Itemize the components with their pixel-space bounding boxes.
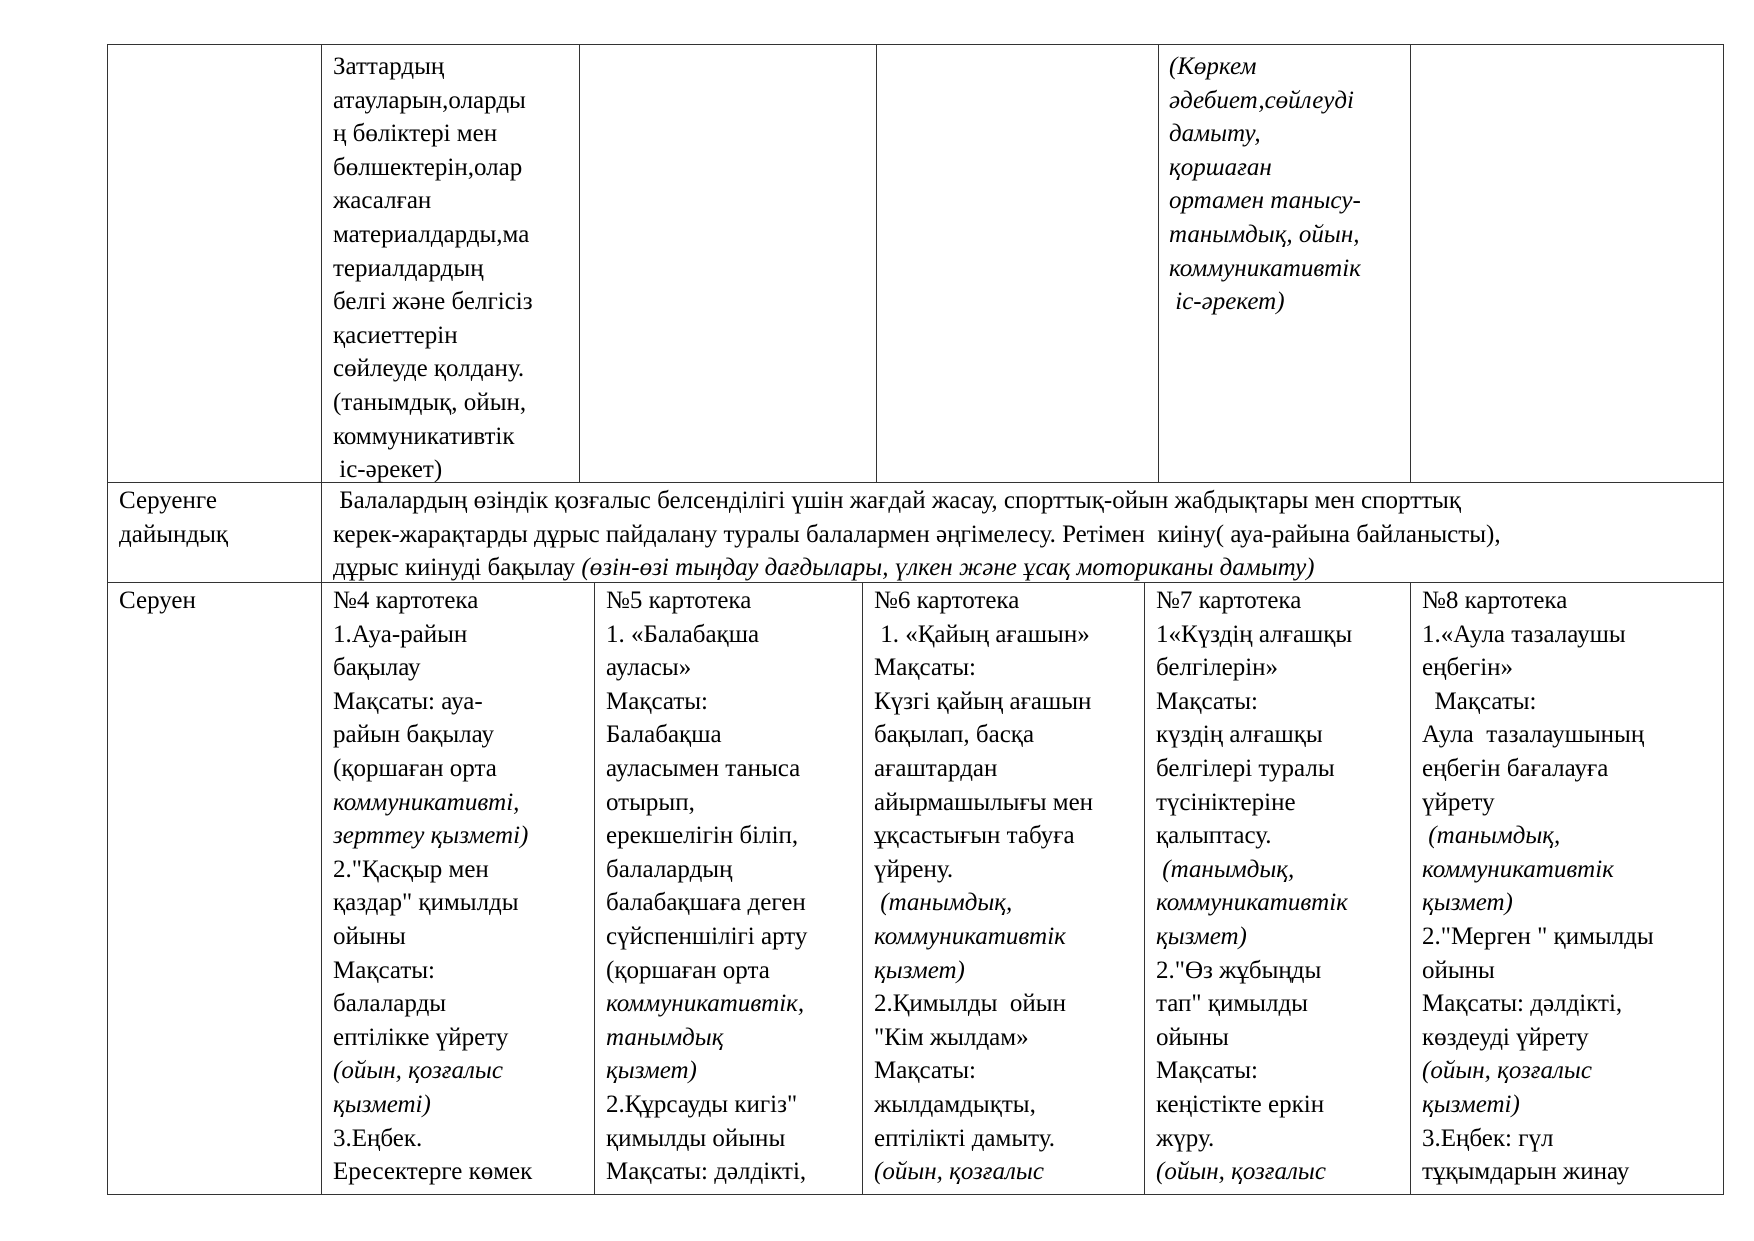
text-line: қалыптасу.: [1156, 822, 1272, 850]
text-line: қоршаған: [1169, 153, 1272, 181]
text-line: (танымдық,: [1422, 822, 1561, 850]
text-line: жылдамдықты,: [874, 1090, 1036, 1118]
text-line: №7 картотека: [1156, 587, 1302, 614]
text-line: отырып,: [606, 788, 695, 816]
text-line: танымдық, ойын,: [1169, 220, 1360, 248]
text-line: (ойын, қозғалыс: [1422, 1057, 1592, 1085]
text-normal: дұрыс киінуді бақылау: [333, 554, 582, 582]
row3-col3-cell: [874, 584, 1143, 1189]
text-line: қызмет): [1422, 889, 1513, 917]
text-line: коммуникативті,: [333, 788, 520, 816]
text-line: ептілікті дамыту.: [874, 1124, 1055, 1152]
text-line: (қоршаған орта: [333, 754, 497, 782]
text-line: Күзгі қайың ағашын: [874, 687, 1092, 715]
text-line: балаларды: [333, 990, 447, 1018]
text-line: 1. «Балабақша: [606, 620, 760, 648]
text-line: Мақсаты:: [1156, 1057, 1258, 1085]
text-line: (ойын, қозғалыс: [1156, 1158, 1326, 1186]
text-line: ауласымен таныса: [606, 754, 801, 782]
text-line: зерттеу қызметі): [333, 822, 529, 850]
text-line: Аула тазалаушының: [1422, 721, 1645, 749]
text-line: белгілері туралы: [1156, 754, 1335, 782]
text-line: Мақсаты:: [1422, 687, 1537, 715]
text-line: 1.Ауа-райын: [333, 620, 468, 648]
text-line: сүйспеншілігі арту: [606, 922, 808, 950]
text-line: ортамен танысу-: [1169, 187, 1361, 215]
text-line: №4 картотека: [333, 587, 479, 614]
row2-label-cell: [119, 484, 319, 551]
text-line: бөлшектерін,олар: [333, 153, 523, 181]
text-line: 2."Мерген " қимылды: [1422, 922, 1654, 950]
text-line: еңбегін бағалауға: [1422, 754, 1609, 782]
text-line: ауласы»: [606, 654, 692, 682]
text-line: 3.Еңбек.: [333, 1124, 423, 1152]
text-line: коммуникативтік: [1422, 855, 1614, 883]
text-line: коммуникативтік: [874, 922, 1066, 950]
text-line: түсініктеріне: [1156, 788, 1296, 816]
text-line: 1. «Қайың ағашын»: [874, 620, 1090, 648]
text-line: (ойын, қозғалыс: [333, 1057, 503, 1085]
row3-col5-cell: [1422, 584, 1722, 1189]
text-line: бақылап, басқа: [874, 721, 1035, 749]
row3-col1-cell: [333, 584, 593, 1189]
text-line: көздеуді үйрету: [1422, 1023, 1589, 1051]
text-line: Мақсаты:: [874, 654, 976, 682]
text-line: Мақсаты:: [874, 1057, 976, 1085]
row3-label-cell: [119, 584, 319, 618]
row-label: Серуен: [119, 587, 196, 614]
text-line: Мақсаты: ауа-: [333, 687, 483, 715]
table-row-1: [107, 44, 1724, 483]
text-line: ерекшелігін біліп,: [606, 822, 799, 850]
text-line: коммуникативтік: [1169, 254, 1361, 282]
text-line: Мақсаты: дәлдікті,: [606, 1158, 807, 1186]
text-line: қаздар" қимылды: [333, 889, 519, 917]
text-line: ң бөліктері мен: [333, 120, 498, 148]
text-line: күздің алғашқы: [1156, 721, 1323, 749]
text-line: коммуникативтік: [333, 422, 515, 450]
text-line: керек-жарақтарды дұрыс пайдалану туралы балалармен әңгімелесу. Ретімен киіну( ауа-райына байланысты),: [333, 520, 1501, 548]
text-line: ағаштардан: [874, 754, 998, 782]
text-line: ойыны: [1156, 1023, 1229, 1051]
text-line: 2."Өз жұбыңды: [1156, 956, 1322, 984]
text-line: (ойын, қозғалыс: [874, 1158, 1044, 1186]
text-line: іс-әрекет): [1169, 288, 1285, 316]
text-line: Балалардың өзіндік қозғалыс белсенділігі үшін жағдай жасау, спорттық-ойын жабдықтары мен спорттық: [333, 487, 1461, 514]
text-line: Балабақша: [606, 721, 722, 749]
text-line: жүру.: [1156, 1124, 1215, 1152]
text-line: қызмет): [606, 1057, 697, 1085]
text-line: материалдарды,ма: [333, 220, 530, 248]
row3-col4-cell: [1156, 584, 1409, 1189]
text-line: 2.Қимылды ойын: [874, 990, 1066, 1018]
text-line: ойыны: [1422, 956, 1495, 984]
text-line: қызмет): [1156, 922, 1247, 950]
text-line: №6 картотека: [874, 587, 1020, 614]
text-line: атауларын,оларды: [333, 86, 526, 114]
text-line: үйрену.: [874, 855, 954, 883]
text-italic: (өзін-өзі тыңдау дағдылары, үлкен және ұсақ моториканы дамыту): [581, 554, 1315, 582]
text-line: коммуникативтік,: [606, 990, 805, 1018]
text-line: Мақсаты:: [606, 687, 708, 715]
text-line: 2.Құрсауды кигіз": [606, 1090, 798, 1118]
text-line: дамыту,: [1169, 120, 1261, 148]
plan-table: [107, 44, 1724, 1195]
text-line: №5 картотека: [606, 587, 752, 614]
text-line: коммуникативтік: [1156, 889, 1348, 917]
text-line: 2."Қасқыр мен: [333, 855, 489, 883]
text-line: тұқымдарын жинау: [1422, 1158, 1630, 1186]
text-line: қызметі): [1422, 1090, 1520, 1118]
text-line: танымдық: [606, 1023, 724, 1051]
text-line: балалардың: [606, 855, 733, 883]
text-line: үйрету: [1422, 788, 1495, 816]
text-line: (танымдық, ойын,: [333, 388, 527, 416]
text-line: "Кім жылдам»: [874, 1023, 1029, 1051]
row1-col5-cell: [1169, 50, 1409, 319]
text-line: Мақсаты: дәлдікті,: [1422, 990, 1623, 1018]
text-line: 3.Еңбек: гүл: [1422, 1124, 1554, 1152]
text-line: (танымдық,: [1156, 855, 1295, 883]
text-line: сөйлеуде қолдану.: [333, 355, 525, 383]
text-line: кеңістікте еркін: [1156, 1090, 1325, 1118]
text-line: райын бақылау: [333, 721, 494, 749]
table-row-3: [107, 583, 1724, 1195]
text-line: ойыны: [333, 922, 406, 950]
text-line: ұқсастығын табуға: [874, 822, 1075, 850]
text-line: іс-әрекет): [333, 456, 443, 484]
text-line: Ересектерге көмек: [333, 1158, 533, 1186]
text-line: белгілерін»: [1156, 654, 1279, 682]
text-line: [333, 551, 1723, 585]
text-line: қызметі): [333, 1090, 431, 1118]
text-line: ептілікке үйрету: [333, 1023, 509, 1051]
text-line: жасалған: [333, 187, 432, 215]
text-line: әдебиет,сөйлеуді: [1169, 86, 1354, 114]
text-line: №8 картотека: [1422, 587, 1568, 614]
row2-content-cell: [333, 484, 1723, 585]
text-line: Мақсаты:: [333, 956, 435, 984]
text-line: қимылды ойыны: [606, 1124, 786, 1152]
text-line: (Көркем: [1169, 53, 1257, 80]
text-line: (қоршаған орта: [606, 956, 770, 984]
text-line: айырмашылығы мен: [874, 788, 1094, 816]
text-line: Мақсаты:: [1156, 687, 1258, 715]
text-line: 1«Күздің алғашқы: [1156, 620, 1353, 648]
text-line: еңбегін»: [1422, 654, 1514, 682]
text-line: қасиеттерін: [333, 321, 458, 349]
text-line: балабақшаға деген: [606, 889, 806, 917]
row1-col2-cell: [333, 50, 578, 487]
table-row-2: [107, 483, 1724, 583]
row-label: дайындық: [119, 520, 229, 548]
text-line: бақылау: [333, 654, 421, 682]
text-line: Заттардың: [333, 53, 445, 80]
text-line: 1.«Аула тазалаушы: [1422, 620, 1626, 648]
text-line: териалдардың: [333, 254, 484, 282]
text-line: қызмет): [874, 956, 965, 984]
row3-col2-cell: [606, 584, 861, 1189]
text-line: белгі және белгісіз: [333, 288, 533, 316]
row-label: Серуенге: [119, 487, 217, 514]
text-line: (танымдық,: [874, 889, 1013, 917]
text-line: тап" қимылды: [1156, 990, 1308, 1018]
